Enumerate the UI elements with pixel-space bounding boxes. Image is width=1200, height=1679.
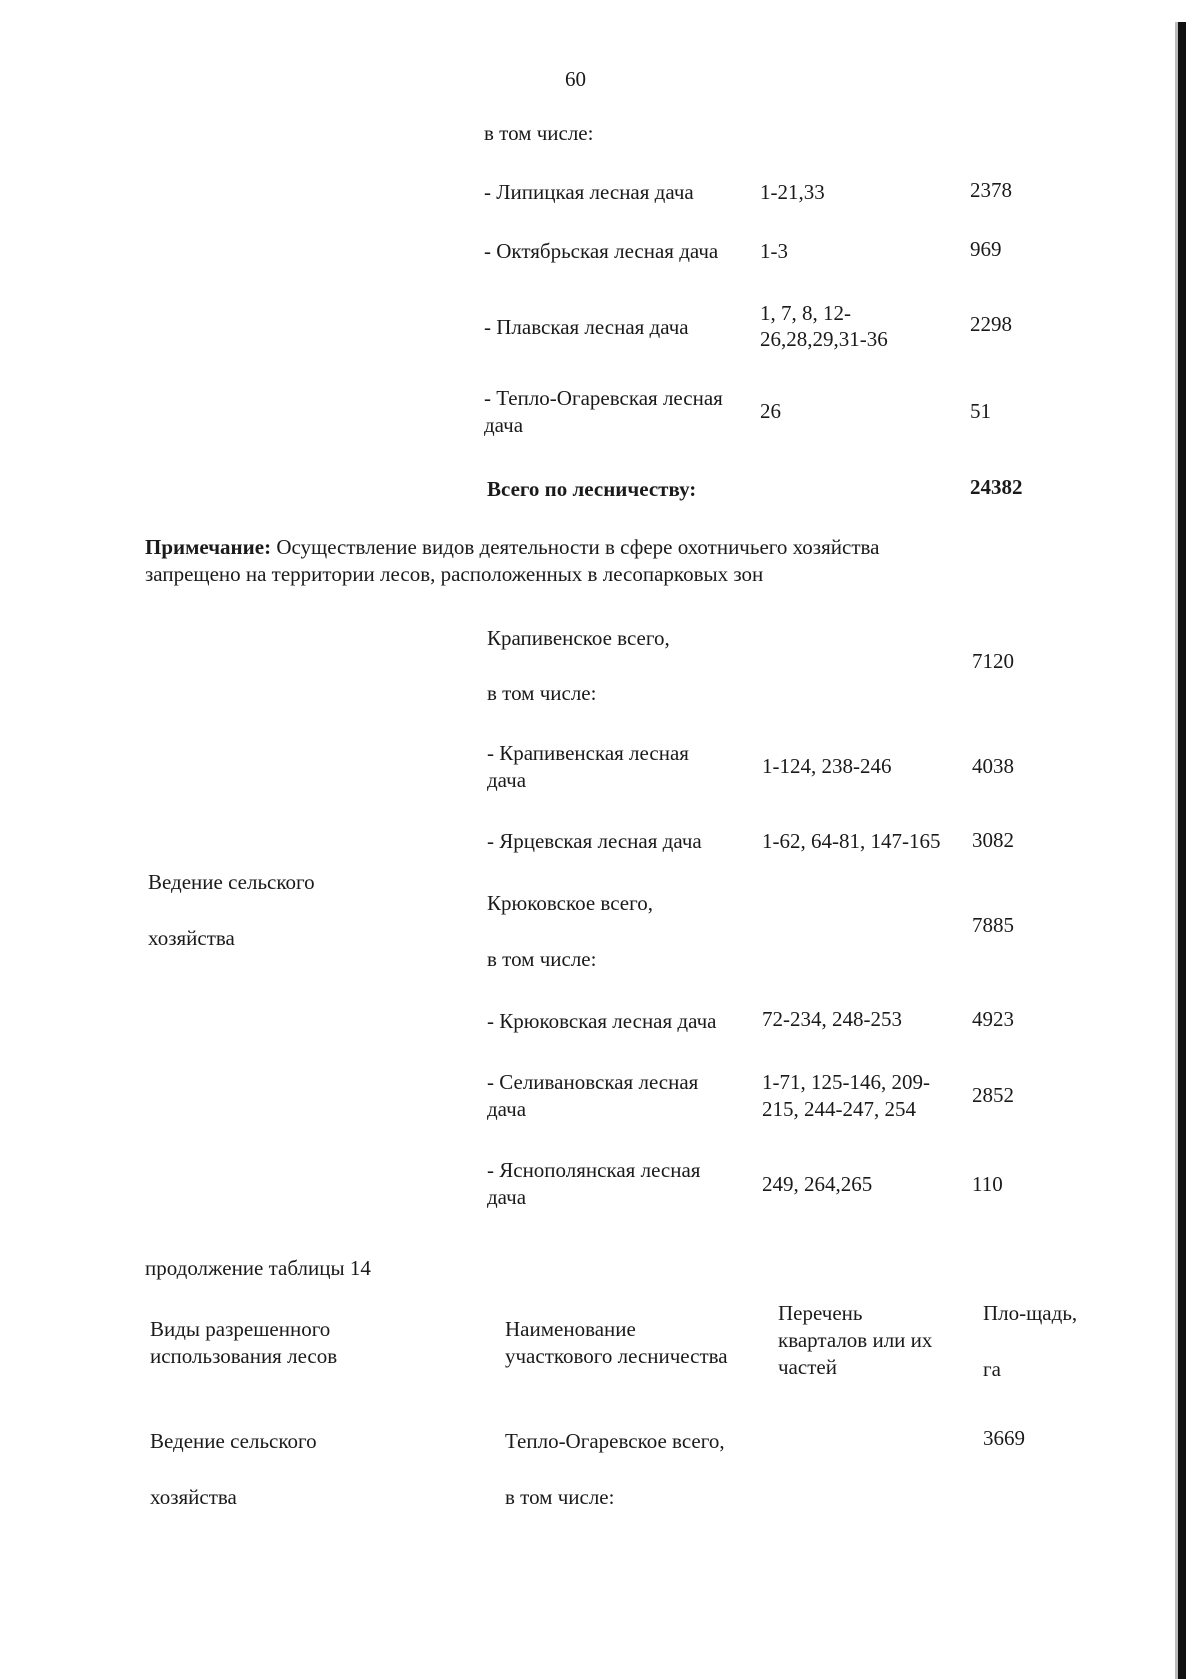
page-number: 60 bbox=[565, 67, 586, 91]
row-quarters: 1-3 bbox=[760, 239, 788, 263]
row-area: 969 bbox=[970, 237, 1002, 261]
header-col4-line1: Пло-щадь, bbox=[983, 1301, 1078, 1325]
row-name: - Крюковская лесная дача bbox=[487, 1009, 717, 1033]
row-name-line2: дача bbox=[487, 1185, 527, 1209]
row-area: 3082 bbox=[972, 828, 1014, 852]
row-name-line1: - Яснополянская лесная bbox=[487, 1158, 701, 1182]
row-area: 110 bbox=[972, 1172, 1003, 1196]
header-col2-line2: участкового лесничества bbox=[505, 1344, 728, 1368]
forestry-total: Крапивенское всего, bbox=[487, 626, 670, 650]
note-line2: запрещено на территории лесов, расположенных в лесопарковых зон bbox=[145, 562, 764, 586]
row-name: - Плавская лесная дача bbox=[484, 315, 689, 339]
use-type-line2: хозяйства bbox=[150, 1485, 237, 1509]
row-name: - Октябрьская лесная дача bbox=[484, 239, 719, 263]
row-quarters: 1-21,33 bbox=[760, 180, 825, 204]
row-quarters-line1: 1-71, 125-146, 209- bbox=[762, 1070, 930, 1094]
row-area: 4923 bbox=[972, 1007, 1014, 1031]
note-label: Примечание: bbox=[145, 535, 272, 559]
total-value: 24382 bbox=[970, 475, 1023, 499]
header-col1-line2: использования лесов bbox=[150, 1344, 338, 1368]
incl-label: в том числе: bbox=[484, 121, 594, 145]
header-col1-line1: Виды разрешенного bbox=[150, 1317, 331, 1341]
row-name-line1: - Тепло-Огаревская лесная bbox=[484, 386, 723, 410]
header-col3-line1: Перечень bbox=[778, 1301, 863, 1325]
row-name-line1: - Крапивенская лесная bbox=[487, 741, 689, 765]
row-name-line2: дача bbox=[487, 1097, 527, 1121]
note-text: Осуществление видов деятельности в сфере охотничьего хозяйства bbox=[271, 535, 880, 559]
row-name: - Ярцевская лесная дача bbox=[487, 829, 702, 853]
row-area: 2378 bbox=[970, 178, 1012, 202]
use-type-line1: Ведение сельского bbox=[148, 870, 315, 894]
row-area: 2298 bbox=[970, 312, 1012, 336]
row-quarters-line2: 26,28,29,31-36 bbox=[760, 327, 888, 351]
use-type-line2: хозяйства bbox=[148, 926, 235, 950]
row-name-line2: дача bbox=[484, 413, 524, 437]
incl-label: в том числе: bbox=[505, 1485, 615, 1509]
row-quarters-line1: 1, 7, 8, 12- bbox=[760, 301, 851, 325]
row-area: 51 bbox=[970, 399, 991, 423]
header-col3-line3: частей bbox=[778, 1355, 837, 1379]
use-type-line1: Ведение сельского bbox=[150, 1429, 317, 1453]
row-quarters: 249, 264,265 bbox=[762, 1172, 873, 1196]
incl-label: в том числе: bbox=[487, 681, 597, 705]
header-col4-line2: га bbox=[983, 1357, 1001, 1381]
row-quarters: 72-234, 248-253 bbox=[762, 1007, 902, 1031]
scan-edge bbox=[1178, 22, 1186, 1679]
forestry-area: 7885 bbox=[972, 913, 1014, 937]
row-name-line1: - Селивановская лесная bbox=[487, 1070, 699, 1094]
header-col2-line1: Наименование bbox=[505, 1317, 636, 1341]
header-col3-line2: кварталов или их bbox=[778, 1328, 933, 1352]
forestry-total: Крюковское всего, bbox=[487, 891, 653, 915]
row-quarters: 1-124, 238-246 bbox=[762, 754, 892, 778]
row-quarters: 1-62, 64-81, 147-165 bbox=[762, 829, 941, 853]
row-name-line2: дача bbox=[487, 768, 527, 792]
row-area: 2852 bbox=[972, 1083, 1014, 1107]
row-area: 4038 bbox=[972, 754, 1014, 778]
forestry-total: Тепло-Огаревское всего, bbox=[505, 1429, 725, 1453]
table-continuation: продолжение таблицы 14 bbox=[145, 1256, 371, 1280]
row-name: - Липицкая лесная дача bbox=[484, 180, 694, 204]
forestry-area: 3669 bbox=[983, 1426, 1025, 1450]
forestry-area: 7120 bbox=[972, 649, 1014, 673]
total-label: Всего по лесничеству: bbox=[487, 477, 697, 501]
row-quarters: 26 bbox=[760, 399, 781, 423]
incl-label: в том числе: bbox=[487, 947, 597, 971]
row-quarters-line2: 215, 244-247, 254 bbox=[762, 1097, 916, 1121]
note-line1 bbox=[145, 534, 879, 561]
